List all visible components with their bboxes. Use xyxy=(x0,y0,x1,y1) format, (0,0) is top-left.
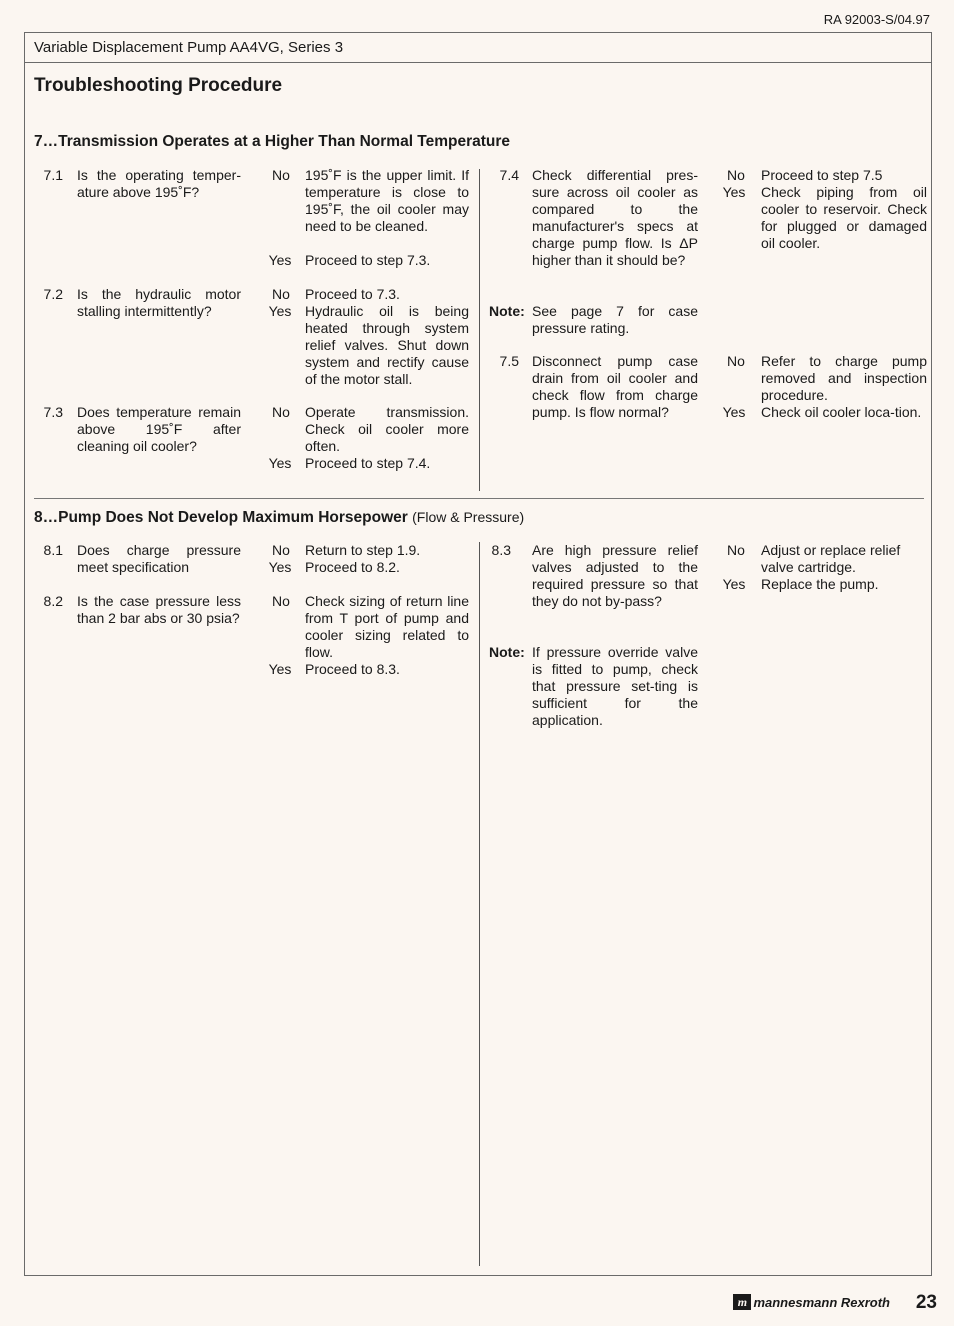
step-7-1-yes-text: Proceed to step 7.3. xyxy=(305,252,431,268)
step-8-3-no-text: Adjust or replace relief valve cartridge. xyxy=(761,542,901,575)
step-7-2-no-text: Proceed to 7.3. xyxy=(305,286,400,302)
step-8-1-yes-label: Yes xyxy=(268,559,292,575)
step-7-1-no-label: No xyxy=(272,167,290,183)
note-8-3-text: If pressure override valve is fitted to pump, check that pressure set-ting is sufficient for the application. xyxy=(532,644,698,728)
step-8-3-yes-text: Replace the pump. xyxy=(761,576,879,592)
step-8-2-question: Is the case pressure less than 2 bar abs or 30 psia? xyxy=(77,593,241,626)
step-8-2-number: 8.2 xyxy=(43,593,63,609)
step-8-1-yes-text: Proceed to 8.2. xyxy=(305,559,400,575)
note-8-3-label: Note: xyxy=(489,644,525,660)
step-7-4-yes-label: Yes xyxy=(722,184,746,200)
rexroth-logo xyxy=(733,1294,890,1310)
step-7-1-no-text: 195˚F is the upper limit. If temperature is close to 195˚F, the oil cooler may need to be cleaned. xyxy=(305,167,469,234)
section-8-title xyxy=(34,509,524,527)
note-7-4-text: See page 7 for case pressure rating. xyxy=(532,303,698,336)
step-7-1-question: Is the operating temper-ature above 195˚F? xyxy=(77,167,241,200)
step-7-3-no-label: No xyxy=(272,404,290,420)
step-8-3-yes-label: Yes xyxy=(722,576,746,592)
step-7-5-yes-label: Yes xyxy=(722,404,746,420)
step-8-2-no-label: No xyxy=(272,593,290,609)
step-7-1-number: 7.1 xyxy=(43,167,63,183)
step-7-5-no-text: Refer to charge pump removed and inspection procedure. xyxy=(761,353,927,403)
step-8-2-no-text: Check sizing of return line from T port of pump and cooler sizing related to flow. xyxy=(305,593,469,660)
page-frame xyxy=(24,32,932,1276)
header-title: Variable Displacement Pump AA4VG, Series 3 xyxy=(25,33,931,63)
logo-text: mannesmann Rexroth xyxy=(753,1294,890,1310)
step-7-1-yes-label: Yes xyxy=(268,252,292,268)
section-separator xyxy=(34,498,924,499)
column-divider-7 xyxy=(479,169,480,491)
step-7-2-no-label: No xyxy=(272,286,290,302)
step-7-4-no-text: Proceed to step 7.5 xyxy=(761,167,883,183)
step-8-3-no-label: No xyxy=(727,542,745,558)
step-8-3-question: Are high pressure relief valves adjusted to the required pressure so that they do not by-pass? xyxy=(532,542,698,609)
logo-mark-icon: m xyxy=(733,1294,751,1310)
step-7-3-number: 7.3 xyxy=(43,404,63,420)
document-code: RA 92003-S/04.97 xyxy=(823,12,930,27)
step-7-2-question: Is the hydraulic motor stalling intermittently? xyxy=(77,286,241,319)
note-7-4-label: Note: xyxy=(489,303,525,319)
step-7-3-question: Does temperature remain above 195˚F after cleaning oil cooler? xyxy=(77,404,241,454)
step-8-2-yes-text: Proceed to 8.3. xyxy=(305,661,400,677)
step-7-2-yes-label: Yes xyxy=(268,303,292,319)
page-title: Troubleshooting Procedure xyxy=(34,75,283,96)
section-8-title-text: 8…Pump Does Not Develop Maximum Horsepower xyxy=(34,509,408,526)
step-8-2-yes-label: Yes xyxy=(268,661,292,677)
step-7-3-yes-label: Yes xyxy=(268,455,292,471)
step-7-2-yes-text: Hydraulic oil is being heated through system relief valves. Shut down system and rectify cause of the motor stall. xyxy=(305,303,469,387)
step-7-3-yes-text: Proceed to step 7.4. xyxy=(305,455,431,471)
step-8-1-number: 8.1 xyxy=(43,542,63,558)
step-7-4-question: Check differential pres-sure across oil cooler as compared to the manufacturer's specs at charge pump flow. Is ΔP higher than it should be? xyxy=(532,167,698,268)
page-number: 23 xyxy=(915,1292,937,1313)
step-8-1-question: Does charge pressure meet specification xyxy=(77,542,241,575)
section-7-title: 7…Transmission Operates at a Higher Than Normal Temperature xyxy=(34,133,511,150)
step-7-2-number: 7.2 xyxy=(43,286,63,302)
step-7-5-no-label: No xyxy=(727,353,745,369)
step-7-4-yes-text: Check piping from oil cooler to reservoir. Check for plugged or damaged oil cooler. xyxy=(761,184,927,251)
step-7-5-number: 7.5 xyxy=(499,353,519,369)
step-8-1-no-text: Return to step 1.9. xyxy=(305,542,421,558)
step-7-4-no-label: No xyxy=(727,167,745,183)
column-divider-8 xyxy=(479,542,480,1266)
step-7-5-yes-text: Check oil cooler loca-tion. xyxy=(761,404,922,420)
step-7-4-number: 7.4 xyxy=(499,167,519,183)
step-7-5-question: Disconnect pump case drain from oil cooler and check flow from charge pump. Is flow normal? xyxy=(532,353,698,420)
step-8-1-no-label: No xyxy=(272,542,290,558)
step-8-3-number: 8.3 xyxy=(491,542,511,558)
section-8-subtitle: (Flow & Pressure) xyxy=(412,509,525,525)
step-7-3-no-text: Operate transmission. Check oil cooler more often. xyxy=(305,404,469,454)
